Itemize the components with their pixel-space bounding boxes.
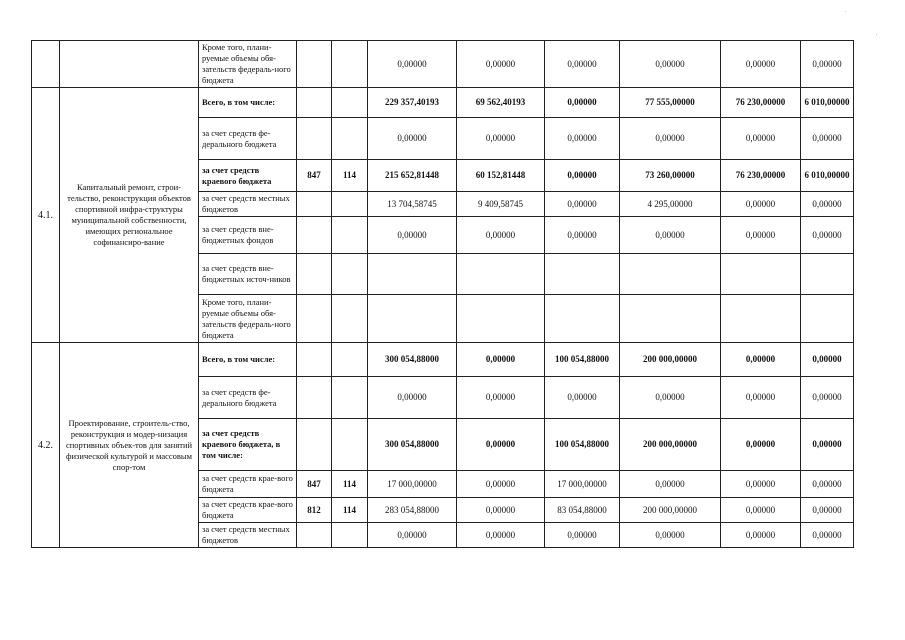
grbs-code [297,419,332,471]
rz-code: 114 [332,498,368,523]
amount-cell: 76 230,00000 [721,88,801,118]
budget-table [31,40,854,548]
amount-cell: 0,00000 [801,343,854,377]
amount-cell: 0,00000 [368,217,457,254]
amount-cell [457,254,545,295]
amount-cell: 0,00000 [457,343,545,377]
table-row [32,88,854,118]
section-name: Проектирование, строитель-ство, реконструкция и модер-низация спортивных объек-тов для занятий физической культурой и массовым спор-том [60,343,199,548]
amount-cell: 0,00000 [801,41,854,88]
funding-source-label: за счет средств местных бюджетов [199,523,297,548]
grbs-code [297,254,332,295]
funding-source-label: Кроме того, плани-руемые объемы обя-зательств федераль-ного бюджета [199,41,297,88]
amount-cell: 0,00000 [721,343,801,377]
table-row [32,41,854,88]
funding-source-label: за счет средств вне-бюджетных фондов [199,217,297,254]
amount-cell: 0,00000 [545,377,620,419]
amount-cell: 0,00000 [545,217,620,254]
rz-code [332,419,368,471]
amount-cell: 100 054,88000 [545,419,620,471]
amount-cell: 0,00000 [545,118,620,160]
section-name [60,41,199,88]
funding-source-label: Всего, в том числе: [199,88,297,118]
rz-code [332,343,368,377]
rz-code [332,192,368,217]
grbs-code [297,192,332,217]
amount-cell: 69 562,40193 [457,88,545,118]
budget-table-body [32,41,854,548]
rz-code [332,41,368,88]
amount-cell: 73 260,00000 [620,160,721,192]
amount-cell: 0,00000 [620,523,721,548]
amount-cell [620,254,721,295]
amount-cell: 0,00000 [801,377,854,419]
amount-cell: 200 000,00000 [620,343,721,377]
grbs-code [297,217,332,254]
amount-cell: 0,00000 [721,41,801,88]
amount-cell: 76 230,00000 [721,160,801,192]
grbs-code: 812 [297,498,332,523]
amount-cell [368,254,457,295]
amount-cell: 100 054,88000 [545,343,620,377]
amount-cell: 0,00000 [368,377,457,419]
amount-cell: 0,00000 [721,419,801,471]
rz-code [332,88,368,118]
amount-cell: 17 000,00000 [368,471,457,498]
amount-cell: 0,00000 [457,41,545,88]
amount-cell: 0,00000 [801,192,854,217]
amount-cell: 0,00000 [620,118,721,160]
amount-cell: 0,00000 [457,523,545,548]
scan-mark-2: ' [876,34,878,40]
amount-cell: 0,00000 [545,160,620,192]
amount-cell: 0,00000 [545,192,620,217]
amount-cell: 300 054,88000 [368,419,457,471]
rz-code: 114 [332,160,368,192]
amount-cell: 0,00000 [801,498,854,523]
amount-cell: 77 555,00000 [620,88,721,118]
grbs-code: 847 [297,471,332,498]
amount-cell: 60 152,81448 [457,160,545,192]
grbs-code [297,295,332,343]
funding-source-label: за счет средств фе-дерального бюджета [199,118,297,160]
amount-cell: 0,00000 [457,217,545,254]
amount-cell: 0,00000 [721,523,801,548]
amount-cell: 200 000,00000 [620,498,721,523]
amount-cell: 200 000,00000 [620,419,721,471]
amount-cell: 215 652,81448 [368,160,457,192]
amount-cell: 0,00000 [801,419,854,471]
amount-cell: 0,00000 [545,88,620,118]
amount-cell: 0,00000 [721,377,801,419]
amount-cell: 6 010,00000 [801,88,854,118]
amount-cell: 0,00000 [457,498,545,523]
funding-source-label: за счет средств вне-бюджетных источ-ников [199,254,297,295]
amount-cell [721,295,801,343]
amount-cell: 0,00000 [620,41,721,88]
table-row [32,343,854,377]
grbs-code [297,41,332,88]
amount-cell [801,254,854,295]
amount-cell [368,295,457,343]
amount-cell: 0,00000 [457,419,545,471]
funding-source-label: Кроме того, плани-руемые объемы обя-зательств федераль-ного бюджета [199,295,297,343]
section-index: 4.2. [32,343,60,548]
amount-cell [457,295,545,343]
amount-cell: 83 054,88000 [545,498,620,523]
amount-cell: 0,00000 [721,192,801,217]
grbs-code [297,118,332,160]
amount-cell: 0,00000 [620,471,721,498]
amount-cell [545,254,620,295]
amount-cell: 300 054,88000 [368,343,457,377]
amount-cell: 0,00000 [721,498,801,523]
amount-cell [620,295,721,343]
amount-cell [801,295,854,343]
funding-source-label: за счет средств фе-дерального бюджета [199,377,297,419]
rz-code [332,118,368,160]
rz-code: 114 [332,471,368,498]
amount-cell: 0,00000 [620,377,721,419]
amount-cell: 0,00000 [721,217,801,254]
amount-cell: 0,00000 [801,523,854,548]
amount-cell: 0,00000 [545,41,620,88]
rz-code [332,295,368,343]
amount-cell: 0,00000 [457,471,545,498]
amount-cell: 0,00000 [368,523,457,548]
section-name: Капитальный ремонт, строи-тельство, реконструкция объектов спортивной инфра-структуры муниципальной собственности, имеющих региональное софинансиро-вание [60,88,199,343]
amount-cell: 0,00000 [721,471,801,498]
amount-cell: 4 295,00000 [620,192,721,217]
grbs-code [297,377,332,419]
amount-cell [721,254,801,295]
amount-cell: 0,00000 [545,523,620,548]
section-index: 4.1. [32,88,60,343]
amount-cell: 0,00000 [801,471,854,498]
amount-cell: 9 409,58745 [457,192,545,217]
amount-cell: 0,00000 [721,118,801,160]
scan-mark-1: . [845,8,847,14]
funding-source-label: за счет средств крае-вого бюджета [199,498,297,523]
funding-source-label: за счет средств местных бюджетов [199,192,297,217]
funding-source-label: за счет средств краевого бюджета [199,160,297,192]
rz-code [332,523,368,548]
grbs-code [297,523,332,548]
rz-code [332,254,368,295]
rz-code [332,377,368,419]
amount-cell: 0,00000 [457,377,545,419]
funding-source-label: за счет средств крае-вого бюджета [199,471,297,498]
grbs-code [297,88,332,118]
funding-source-label: за счет средств краевого бюджета, в том числе: [199,419,297,471]
amount-cell: 0,00000 [801,118,854,160]
amount-cell: 0,00000 [801,217,854,254]
funding-source-label: Всего, в том числе: [199,343,297,377]
amount-cell: 17 000,00000 [545,471,620,498]
amount-cell: 13 704,58745 [368,192,457,217]
amount-cell: 229 357,40193 [368,88,457,118]
amount-cell: 0,00000 [368,118,457,160]
amount-cell: 6 010,00000 [801,160,854,192]
amount-cell: 0,00000 [457,118,545,160]
amount-cell: 0,00000 [368,41,457,88]
amount-cell [545,295,620,343]
grbs-code [297,343,332,377]
section-index [32,41,60,88]
rz-code [332,217,368,254]
grbs-code: 847 [297,160,332,192]
amount-cell: 283 054,88000 [368,498,457,523]
amount-cell: 0,00000 [620,217,721,254]
